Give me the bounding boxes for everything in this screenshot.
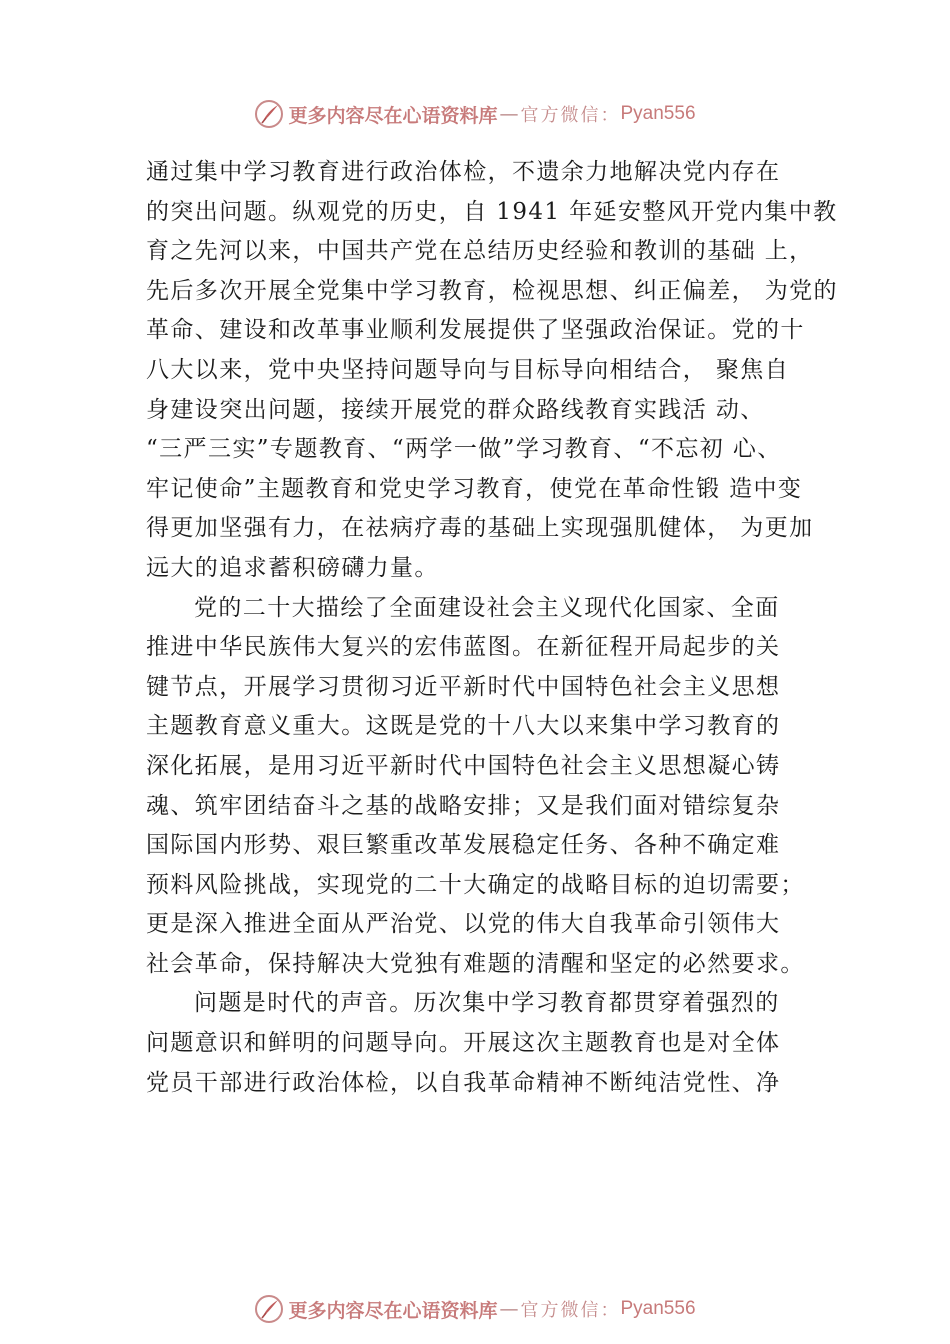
header-separator: — (499, 103, 519, 125)
footer-wechat-label: 官方微信： (520, 1300, 621, 1321)
text-line: 主题教育意义重大。这既是党的十八大以来集中学习教育的 (146, 713, 781, 740)
text-line: 社会革命，保持解决大党独有难题的清醒和坚定的必然要求。 (146, 950, 805, 977)
text-line: 牢记使命”主题教育和党史学习教育，使党在革命性锻 造中变 (146, 475, 803, 502)
text-line: 通过集中学习教育进行政治体检，不遗余力地解决党内存在 (146, 159, 781, 185)
text-line: 深化拓展，是用习近平新时代中国特色社会主义思想凝心铸 (146, 752, 781, 779)
page-footer-banner (0, 1289, 950, 1329)
text-line: 国际国内形势、艰巨繁重改革发展稳定任务、各种不确定难 (146, 832, 781, 859)
text-line: 先后多次开展全党集中学习教育，检视思想、纠正偏差， 为党的 (146, 277, 838, 304)
text-line: 预料风险挑战，实现党的二十大确定的战略目标的迫切需要； (146, 871, 805, 898)
text-line: 党员干部进行政治体检，以自我革命精神不断纯洁党性、净 (146, 1069, 781, 1096)
header-wechat-id: Pyan556 (620, 103, 696, 124)
header-promo-text: 更多内容尽在心语资料库 (288, 104, 498, 127)
text-line: 八大以来，党中央坚持问题导向与目标导向相结合， 聚焦自 (146, 356, 790, 383)
footer-wechat-id: Pyan556 (620, 1298, 696, 1319)
page-header-banner (0, 94, 950, 134)
quill-logo-icon (254, 1294, 284, 1324)
footer-promo-text: 更多内容尽在心语资料库 (288, 1299, 498, 1322)
text-line: 党的二十大描绘了全面建设社会主义现代化国家、全面 (194, 594, 780, 621)
quill-logo-icon (254, 99, 284, 129)
text-line: 推进中华民族伟大复兴的宏伟蓝图。在新征程开局起步的关 (146, 634, 781, 661)
header-wechat-label: 官方微信： (520, 105, 621, 126)
text-line: “三严三实”专题教育、“两学一做”学习教育、“不忘初 心、 (146, 436, 782, 463)
text-line: 远大的追求蓄积磅礴力量。 (146, 554, 439, 581)
text-line: 问题意识和鲜明的问题导向。开展这次主题教育也是对全体 (146, 1030, 781, 1057)
text-line: 育之先河以来，中国共产党在总结历史经验和教训的基础 上， (146, 238, 814, 265)
footer-separator: — (499, 1298, 519, 1320)
text-line: 得更加坚强有力，在祛病疗毒的基础上实现强肌健体， 为更加 (146, 515, 814, 542)
text-line: 键节点，开展学习贯彻习近平新时代中国特色社会主义思想 (146, 673, 781, 700)
text-line: 魂、筑牢团结奋斗之基的战略安排；又是我们面对错综复杂 (146, 792, 781, 819)
text-line: 革命、建设和改革事业顺利发展提供了坚强政治保证。党的十 (146, 317, 805, 344)
document-body (146, 153, 846, 1103)
text-line: 身建设突出问题，接续开展党的群众路线教育实践活 动、 (146, 396, 765, 423)
text-line: 问题是时代的声音。历次集中学习教育都贯穿着强烈的 (194, 990, 780, 1017)
text-line: 的突出问题。纵观党的历史，自 1941 年延安整风开党内集中教 (146, 198, 838, 225)
text-line: 更是深入推进全面从严治党、以党的伟大自我革命引领伟大 (146, 911, 781, 938)
